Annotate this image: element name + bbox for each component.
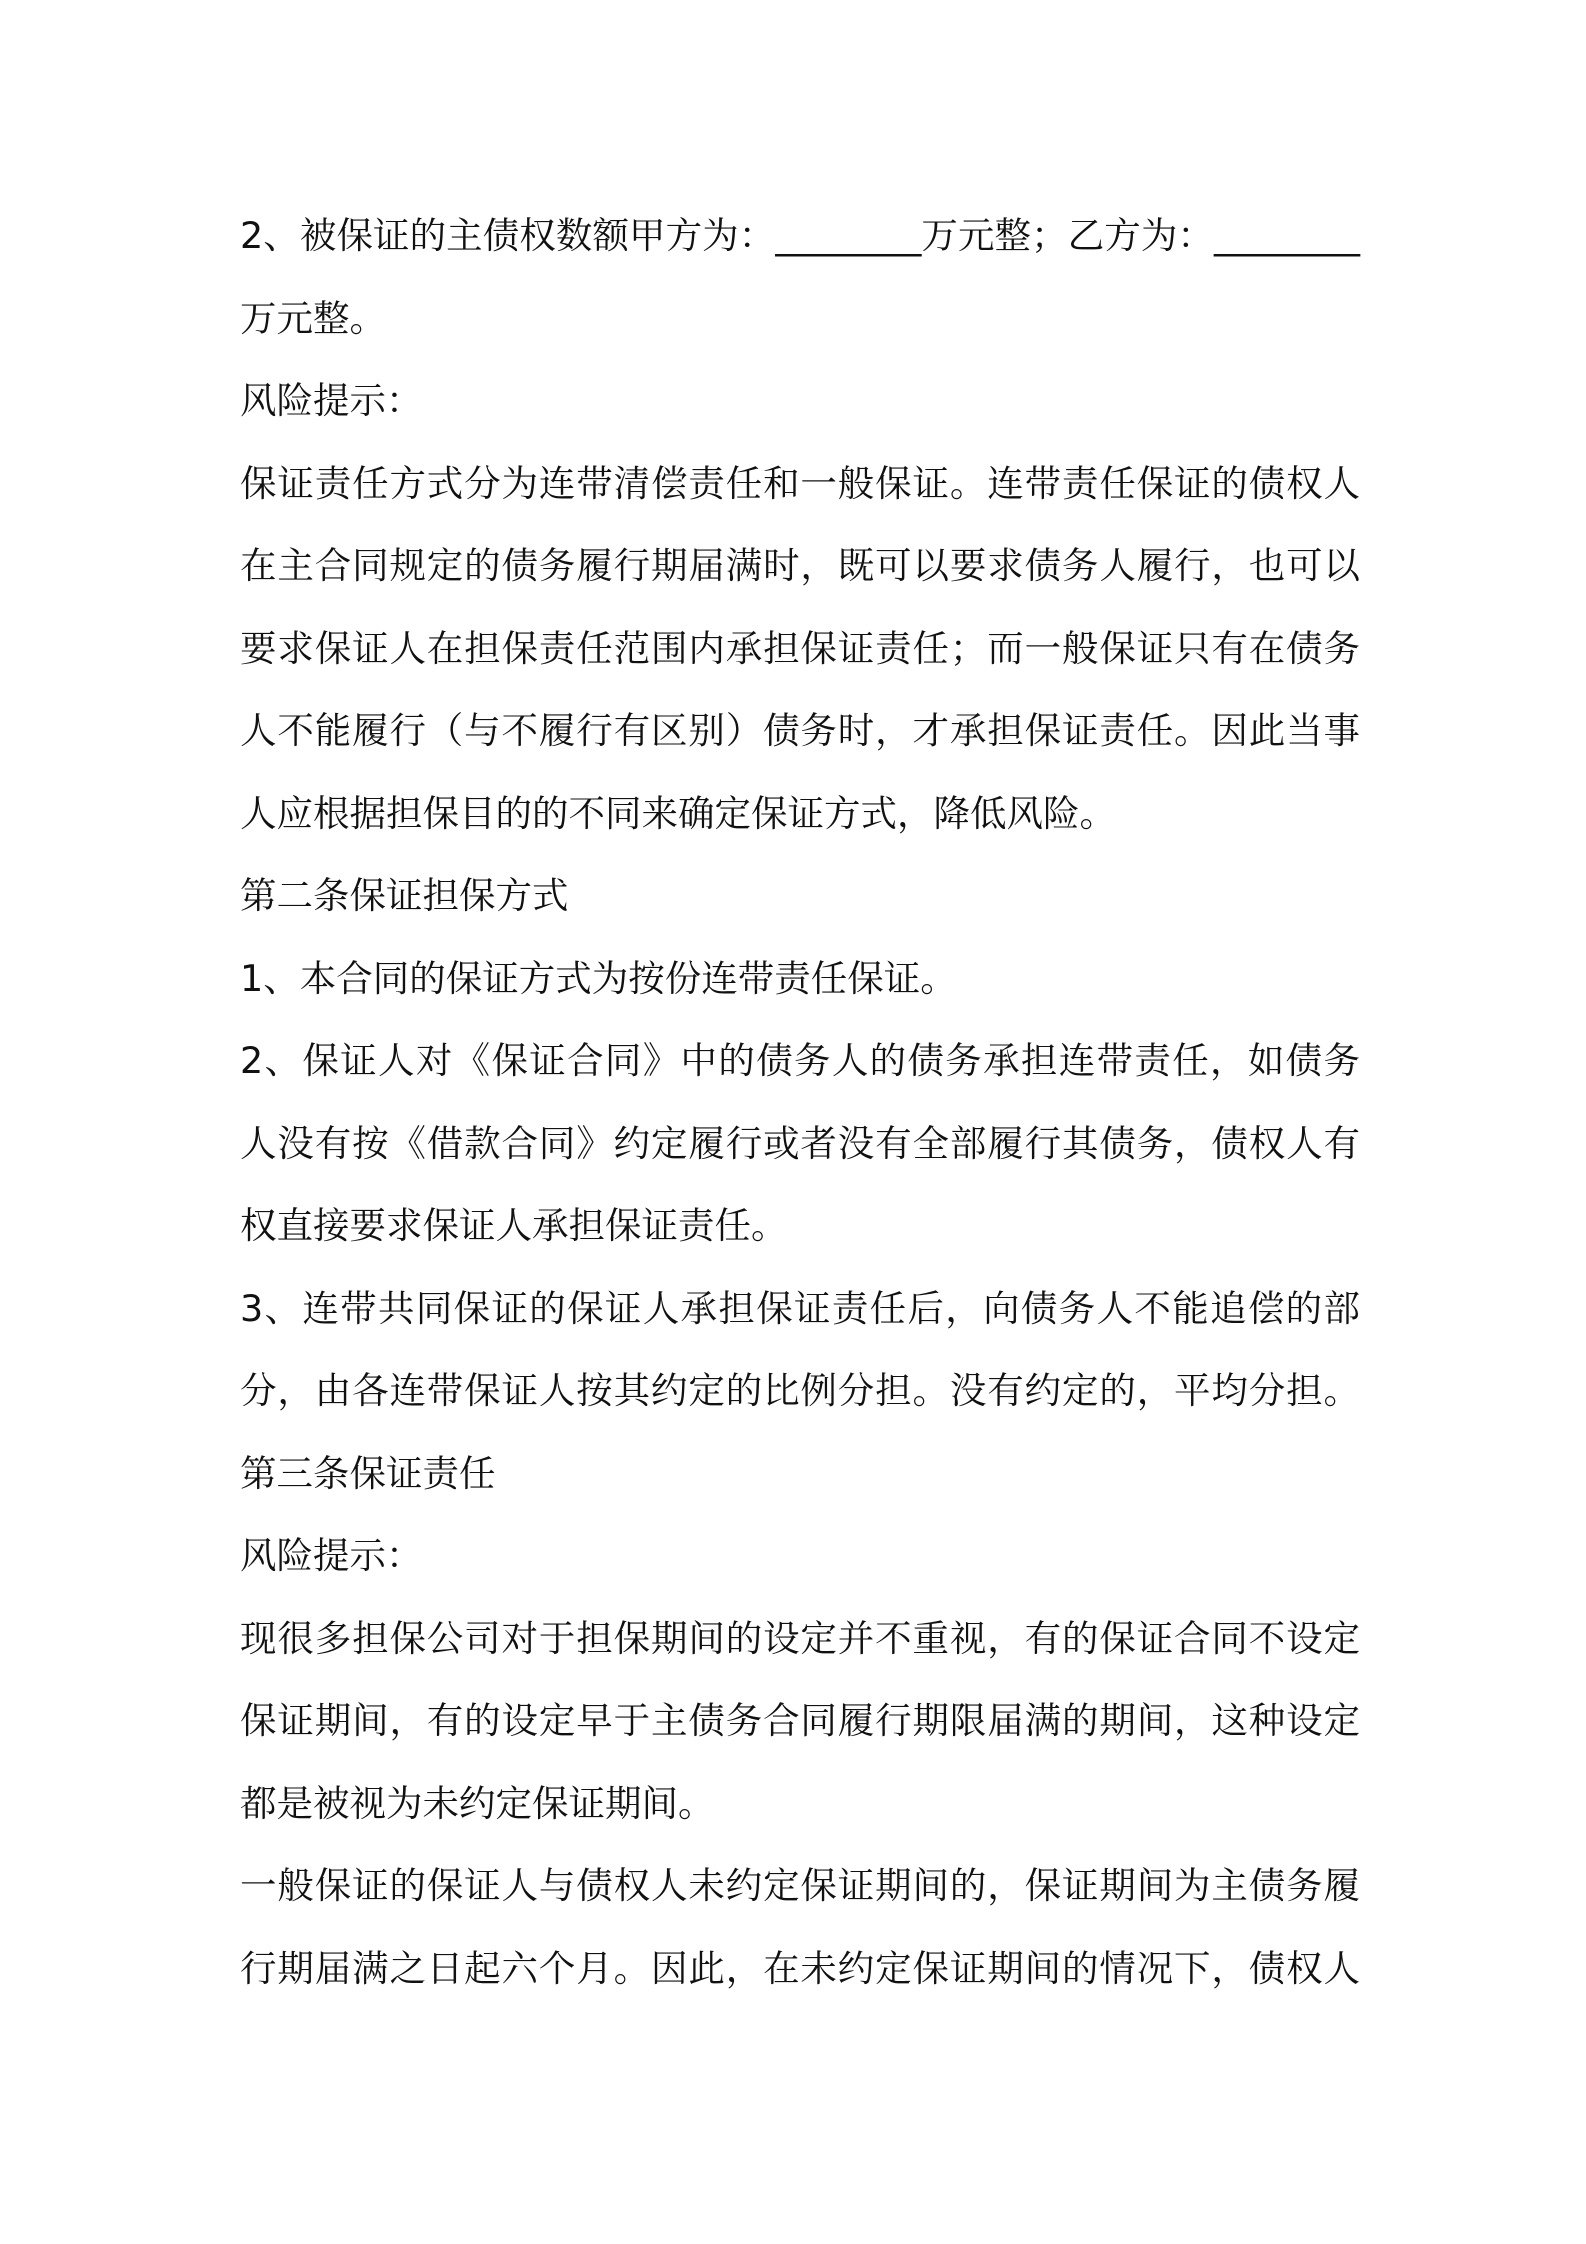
text-line: 权直接要求保证人承担保证责任。 [240, 1204, 788, 1247]
text-line: 一般保证的保证人与债权人未约定保证期间的，保证期间为主债务履 [240, 1864, 1360, 1907]
text-line: 人不能履行（与不履行有区别）债务时，才承担保证责任。因此当事 [240, 709, 1360, 752]
text-line: 风险提示： [240, 379, 423, 422]
text-line: 风险提示： [240, 1534, 423, 1577]
text-line: 在主合同规定的债务履行期届满时，既可以要求债务人履行，也可以 [240, 544, 1360, 587]
section-heading: 第三条保证责任 [240, 1451, 496, 1495]
text-line: 2、被保证的主债权数额甲方为：________万元整；乙方为：________ [240, 214, 1360, 257]
text-line: 人没有按《借款合同》约定履行或者没有全部履行其债务，债权人有 [240, 1121, 1360, 1165]
text-line: 都是被视为未约定保证期间。 [240, 1781, 715, 1825]
text-line: 2、保证人对《保证合同》中的债务人的债务承担连带责任，如债务 [240, 1039, 1360, 1082]
text-line: 分，由各连带保证人按其约定的比例分担。没有约定的，平均分担。 [240, 1369, 1360, 1412]
text-line: 人应根据担保目的的不同来确定保证方式，降低风险。 [240, 791, 1116, 835]
text-line: 行期届满之日起六个月。因此，在未约定保证期间的情况下，债权人 [240, 1946, 1360, 1990]
document-body [240, 195, 1360, 2010]
text-line: 保证期间，有的设定早于主债务合同履行期限届满的期间，这种设定 [240, 1699, 1360, 1742]
section-heading: 第二条保证担保方式 [240, 874, 569, 917]
text-line: 现很多担保公司对于担保期间的设定并不重视，有的保证合同不设定 [240, 1616, 1360, 1660]
text-line: 3、连带共同保证的保证人承担保证责任后，向债务人不能追偿的部 [240, 1286, 1360, 1330]
text-line: 万元整。 [240, 296, 386, 340]
text-line: 1、本合同的保证方式为按份连带责任保证。 [240, 956, 957, 1000]
text-line: 保证责任方式分为连带清偿责任和一般保证。连带责任保证的债权人 [240, 461, 1360, 505]
text-line: 要求保证人在担保责任范围内承担保证责任；而一般保证只有在债务 [240, 626, 1360, 670]
